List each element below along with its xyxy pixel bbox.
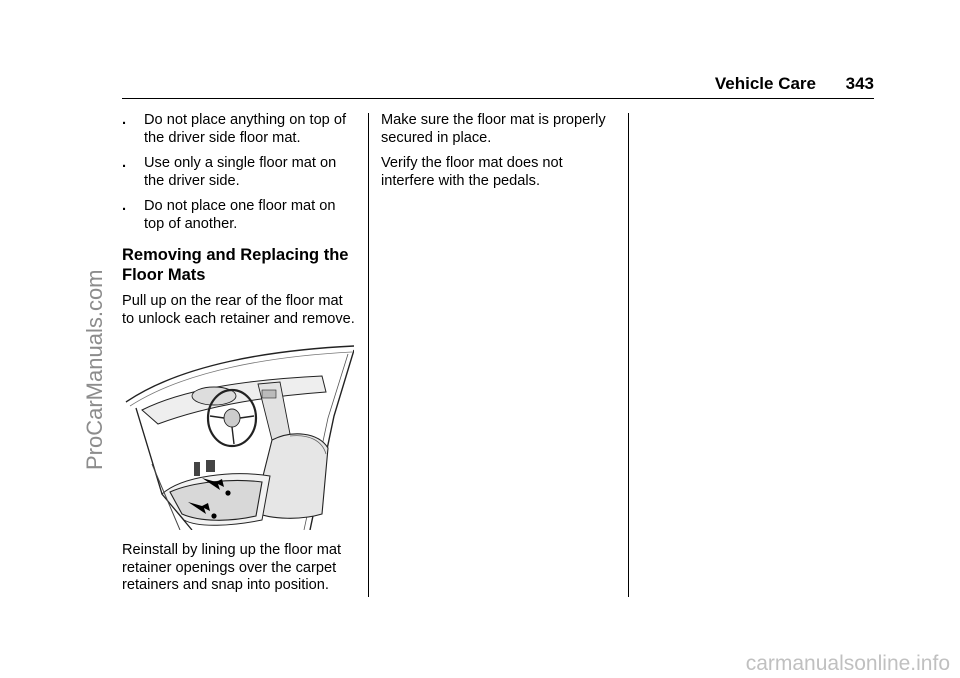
column-1 bbox=[122, 112, 358, 603]
bullet-list bbox=[122, 112, 358, 233]
paragraph: Reinstall by lining up the floor mat retainer openings over the carpet retainers and snap into position. bbox=[122, 542, 342, 593]
section-heading: Removing and Replacing the Floor Mats bbox=[122, 246, 349, 284]
bullet-dot: . bbox=[122, 155, 127, 171]
bottom-watermark: carmanualsonline.info bbox=[745, 652, 950, 675]
column-2 bbox=[381, 112, 617, 198]
paragraph: Pull up on the rear of the floor mat to unlock each retainer and remove. bbox=[122, 293, 355, 327]
column-divider bbox=[368, 113, 369, 597]
list-item: . Use only a single floor mat on the driver side. bbox=[122, 155, 337, 189]
bullet-dot: . bbox=[122, 112, 127, 128]
list-item: . Do not place anything on top of the driver side floor mat. bbox=[122, 112, 347, 146]
bullet-dot: . bbox=[122, 198, 127, 214]
section-title: Vehicle Care bbox=[714, 74, 816, 93]
page-number: 343 bbox=[845, 74, 874, 93]
list-item: . Do not place one floor mat on top of another. bbox=[122, 198, 336, 232]
header-rule bbox=[122, 98, 874, 99]
column-divider bbox=[628, 113, 629, 597]
side-watermark: ProCarManuals.com bbox=[82, 269, 107, 470]
floor-mat-illustration bbox=[122, 344, 354, 530]
page-header bbox=[122, 74, 874, 98]
paragraph: Make sure the floor mat is properly secured in place. bbox=[381, 112, 606, 146]
paragraph: Verify the floor mat does not interfere with the pedals. bbox=[381, 155, 563, 189]
